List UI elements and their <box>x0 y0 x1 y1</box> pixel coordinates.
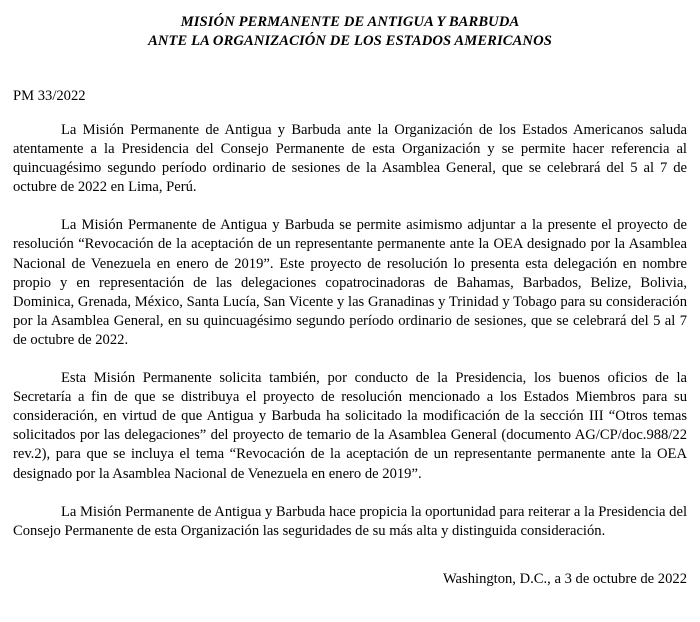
header-line-mission: MISIÓN PERMANENTE DE ANTIGUA Y BARBUDA <box>180 14 520 30</box>
paragraph-greeting: La Misión Permanente de Antigua y Barbuda ante la Organización de los Estados Americanos saluda atentamente a la Presidencia del Consejo Permanente de esta Organización y se permite hacer referencia al quincuagésimo segundo período ordinario de sesiones de la Asamblea General, que se celebrará del 5 al 7 de octubre de 2022 en Lima, Perú. <box>13 122 687 196</box>
paragraph-resolution: La Misión Permanente de Antigua y Barbuda se permite asimismo adjuntar a la presente el proyecto de resolución “Revocación de la aceptación de un representante permanente ante la OEA designado por la Asamblea Nacional de Venezuela en enero de 2019”. Este proyecto de resolución lo presenta esta delegación en nombre propio y en representación de las delegaciones copatrocinadoras de Bahamas, Barbados, Belize, Bolivia, Dominica, Grenada, México, Santa Lucía, San Vicente y las Granadinas y Trinidad y Tobago para su consideración por la Asamblea General, en su quincuagésimo segundo período ordinario de sesiones, que se celebrará del 5 al 7 de octubre de 2022. <box>13 217 687 348</box>
document-header <box>13 13 687 51</box>
paragraph-closing-courtesy: La Misión Permanente de Antigua y Barbuda hace propicia la oportunidad para reiterar a la Presidencia del Consejo Permanente de esta Organización las seguridades de su más alta y distinguida consideración. <box>13 503 687 539</box>
document-page <box>13 0 687 589</box>
reference-number: PM 33/2022 <box>13 88 86 104</box>
place-and-date: Washington, D.C., a 3 de octubre de 2022 <box>442 570 687 587</box>
header-line-organization: ANTE LA ORGANIZACIÓN DE LOS ESTADOS AMERICANOS <box>148 33 552 49</box>
paragraph-request: Esta Misión Permanente solicita también, por conducto de la Presidencia, los buenos oficios de la Secretaría a fin de que se distribuya el proyecto de resolución mencionado a los Estados Miembros para su consideración, en virtud de que Antigua y Barbuda ha solicitado la modificación de la sección III “Otros temas solicitados por las delegaciones” del proyecto de temario de la Asamblea General (documento AG/CP/doc.988/22 rev.2), para que se incluya el tema “Revocación de la aceptación de un representante permanente ante la OEA designado por la Asamblea Nacional de Venezuela en enero de 2019”. <box>13 370 687 482</box>
